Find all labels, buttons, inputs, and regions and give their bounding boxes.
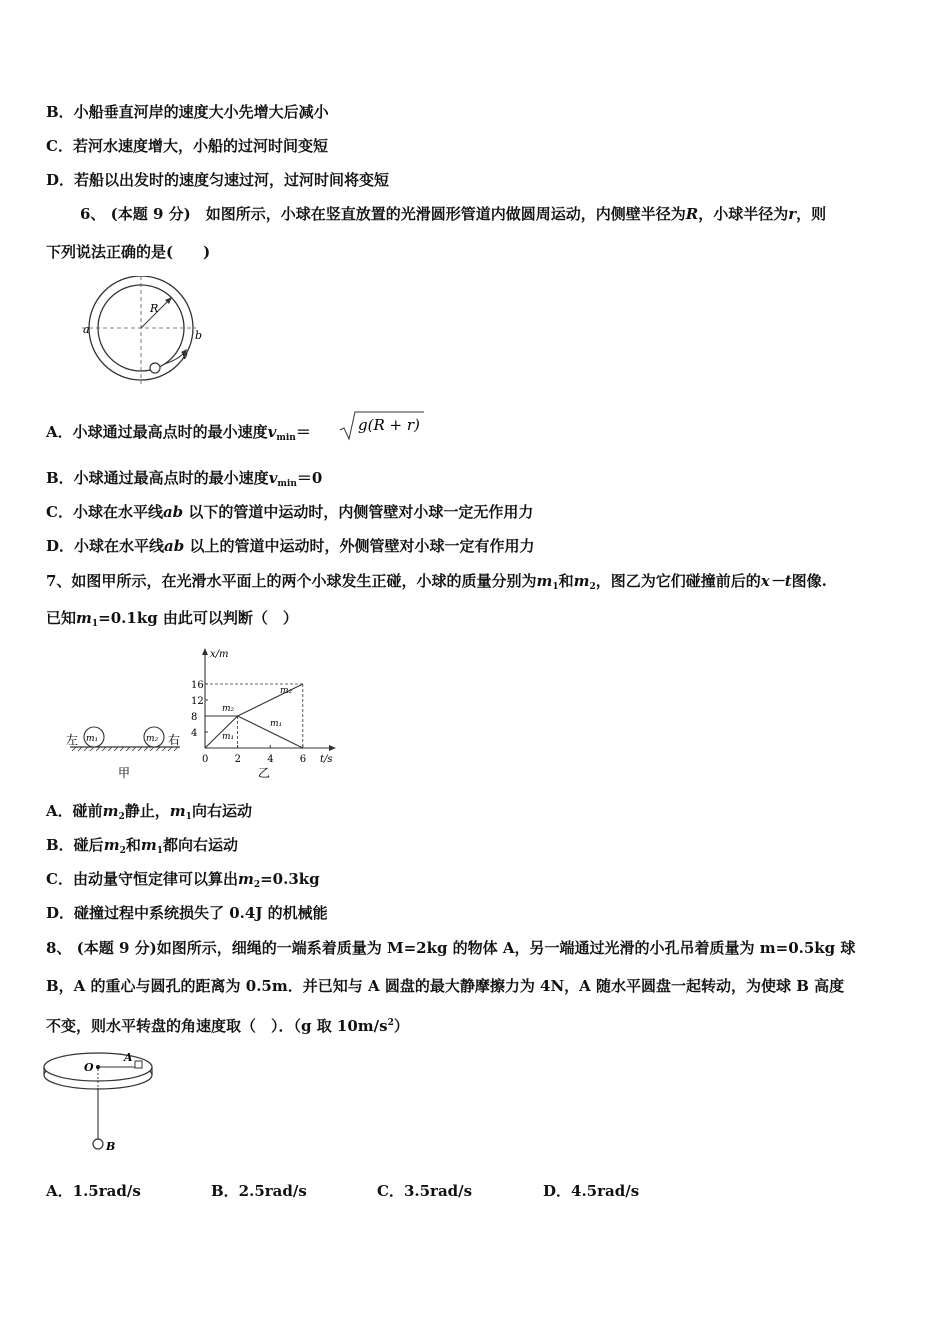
y-tick-label: 4 — [191, 728, 198, 739]
y-tick-label: 16 — [191, 680, 204, 691]
y-axis-label: x/m — [210, 649, 229, 660]
q6-figure — [78, 276, 208, 388]
q7-option-d: D．碰撞过程中系统损失了 0.4J 的机械能 — [46, 904, 328, 922]
radius-label: R — [150, 302, 159, 315]
m2-after-line — [238, 684, 303, 716]
x-tick-label: 6 — [299, 754, 307, 765]
line-m2-after-label: m₂ — [280, 686, 293, 696]
left-label: 左 — [66, 733, 79, 747]
q7-option-c: C．由动量守恒定律可以算出$m_2=0.3kg$ — [46, 870, 320, 890]
q7-figure — [62, 640, 352, 785]
right-label: 右 — [168, 733, 181, 747]
line-m1-after-label: m₁ — [270, 719, 283, 729]
velocity-label: v — [182, 351, 188, 362]
point-a-label: a — [83, 323, 90, 336]
q8-stem-line3: 不变，则水平转盘的角速度取（ ）．（g 取 $10m/s^2$） — [46, 1017, 409, 1035]
q6-stem-line2: 下列说法正确的是( ) — [46, 243, 211, 261]
q8-option-b: B．2.5rad/s — [211, 1182, 307, 1200]
sqrt-content: g(R + r) — [358, 416, 420, 434]
q8-option-a: A．1.5rad/s — [46, 1182, 141, 1200]
x-tick-label: 4 — [267, 754, 274, 765]
block-a-label: A — [124, 1051, 133, 1064]
ball-b-label: B — [106, 1140, 116, 1153]
q6-option-b: B．小球通过最高点时的最小速度$v_{min}=0$ — [46, 469, 323, 489]
x-axis-label: t/s — [320, 754, 333, 765]
q6-option-d: D．小球在水平线ab 以上的管道中运动时，外侧管壁对小球一定有作用力 — [46, 537, 535, 555]
ball-b — [93, 1139, 103, 1149]
y-axis-arrow — [202, 648, 208, 655]
fig-yi-label: 乙 — [258, 766, 271, 780]
y-tick-label: 12 — [191, 696, 204, 707]
x-axis-arrow — [329, 745, 336, 751]
line-m1-before-label: m₁ — [222, 732, 235, 742]
q8-option-d: D．4.5rad/s — [543, 1182, 640, 1200]
q7-option-a: A．碰前$m_2$静止，$m_1$向右运动 — [46, 802, 252, 822]
x-tick-label: 0 — [202, 754, 209, 765]
ball-m2-label: m₂ — [146, 734, 159, 744]
q6-option-a: A．小球通过最高点时的最小速度$v_{min}=$ — [46, 423, 311, 443]
q6-stem-line1: 6、 (本题 9 分) 如图所示，小球在竖直放置的光滑圆形管道内做圆周运动，内侧壁半径为R，小球半径为r，则 — [80, 205, 827, 223]
block-a — [135, 1061, 142, 1068]
q5-option-b: B．小船垂直河岸的速度大小先增大后减小 — [46, 103, 329, 121]
q8-figure — [42, 1044, 162, 1160]
point-b-label: b — [195, 329, 203, 342]
q7-stem-line1: 7、如图甲所示，在光滑水平面上的两个小球发生正碰，小球的质量分别为$m_1$和$m_2$，图乙为它们碰撞前后的x－t图像. — [46, 572, 827, 592]
ball-m1-label: m₁ — [86, 734, 99, 744]
q8-option-c: C．3.5rad/s — [377, 1182, 473, 1200]
q8-stem-line2: B，A 的重心与圆孔的距离为 0.5m．并已知与 A 圆盘的最大静摩擦力为 4N，A 随水平圆盘一起转动，为使球 B 高度 — [46, 977, 845, 995]
fig-jia-label: 甲 — [118, 766, 131, 780]
sqrt-expression — [338, 410, 428, 442]
q5-option-d: D．若船以出发时的速度匀速过河，过河时间将变短 — [46, 171, 390, 189]
line-m2-before-label: m₂ — [222, 704, 235, 714]
y-tick-label: 8 — [191, 712, 198, 723]
q6-option-c: C．小球在水平线ab 以下的管道中运动时，内侧管壁对小球一定无作用力 — [46, 503, 534, 521]
center-o-label: O — [84, 1061, 94, 1074]
ball — [150, 363, 160, 373]
q7-option-b: B．碰后$m_2$和$m_1$都向右运动 — [46, 836, 238, 856]
q7-stem-line2: 已知$m_1=0.1kg$ 由此可以判断（ ） — [46, 609, 298, 629]
x-tick-label: 2 — [234, 754, 241, 765]
q8-stem-line1: 8、 (本题 9 分)如图所示，细绳的一端系着质量为 M=2kg 的物体 A，另一端通过光滑的小孔吊着质量为 m=0.5kg 球 — [46, 939, 856, 957]
q5-option-c: C．若河水速度增大，小船的过河时间变短 — [46, 137, 328, 155]
